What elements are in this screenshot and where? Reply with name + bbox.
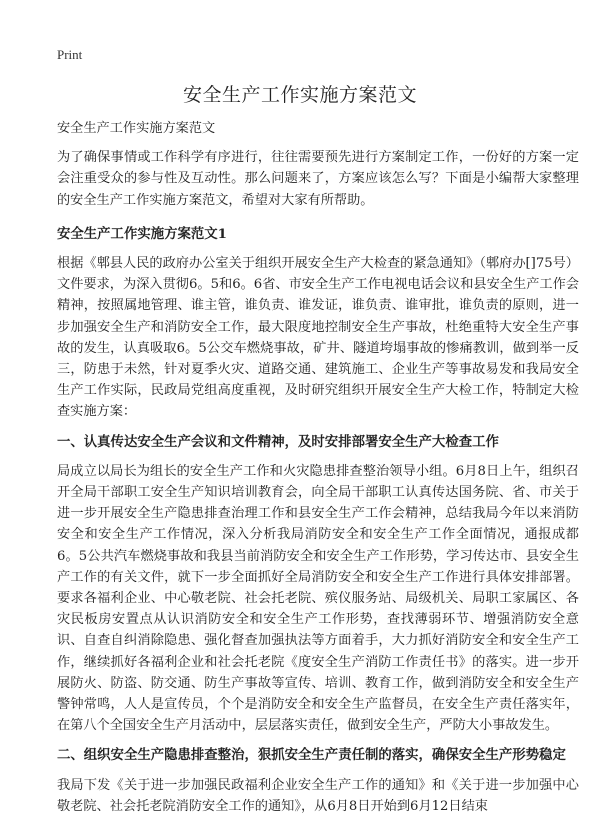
body-paragraph-3: 我局下发《关于进一步加强民政福利企业安全生产工作的通知》和《关于进一步加强中心敬老院、社会托老院消防安全工作的通知》，从6月8日开始到6月12日结束 [57, 777, 579, 814]
body-paragraph-2: 局成立以局长为组长的安全生产工作和火灾隐患排查整治领导小组。6月8日上午，组织召开全局干部职工安全生产知识培训教育会，向全局干部职工认真传达国务院、省、市关于进一步开展安全生产隐患排查治理工作和县安全生产工作会精神，总结我局今年以来消防安全和安全生产工作情况，深入分析我局消防安全和安全生产工作全面情况，通报成都6。5公共汽车燃烧事故和我县当前消防安全和安全生产工作形势，学习传达市、县安全生产工作的有关文件，就下一步全面抓好全局消防安全和安全生产工作进行具体安排部署。要求各福利企业、中心敬老院、社会托老院、殡仪服务站、局级机关、局职工家属区、各灾民板房安置点从认识消防安全和安全生产工作形势，查找薄弱环节、增强消防安全意识、自查自纠消除隐患、强化督查加强执法等方面着手，大力抓好消防安全和安全生产工作，继续抓好各福利企业和社会托老院《度安全生产消防工作责任书》的落实。进一步开展防火、防盗、防交通、防生产事故等宣传、培训、教育工作，做到消防安全和安全生产警钟常鸣，人人是宣传员，个个是消防安全和安全生产监督员，在安全生产责任落实年，在第八个全国安全生产月活动中，层层落实责任，做到安全生产，严防大小事故发生。 [57, 463, 579, 734]
heading-1: 一、认真传达安全生产会议和文件精神，及时安排部署安全生产大检查工作 [57, 433, 499, 450]
section-heading: 安全生产工作实施方案范文1 [57, 225, 228, 242]
print-link[interactable]: Print [57, 47, 83, 62]
document-subtitle: 安全生产工作实施方案范文 [57, 121, 216, 136]
document-body [57, 118, 579, 817]
body-paragraph-1: 根据《郫县人民的政府办公室关于组织开展安全生产大检查的紧急通知》（郫府办[]75号）文件要求，为深入贯彻6。5和6。6省、市安全生产工作电视电话会议和县安全生产工作会精神，按照属地管理、谁主管，谁负责、谁发证，谁负责、谁审批，谁负责的原则，进一步加强安全生产和消防安全工作，最大限度地控制安全生产事故，杜绝重特大安全生产事故的发生，认真吸取6。5公交车燃烧事故，矿井、隧道垮塌事故的惨痛教训，做到举一反三，防患于未然，针对夏季火灾、道路交通、建筑施工、企业生产等事故易发和我局安全生产工作实际，民政局党组高度重视，及时研究组织开展安全生产大检工作，特制定大检查实施方案： [57, 256, 579, 420]
heading-2: 二、组织安全生产隐患排查整治，狠抓安全生产责任制的落实，确保安全生产形势稳定 [57, 747, 566, 764]
document-title: 安全生产工作实施方案范文 [182, 84, 417, 106]
intro-paragraph: 为了确保事情或工作科学有序进行，往往需要预先进行方案制定工作，一份好的方案一定会注重受众的参与性及互动性。那么问题来了，方案应该怎么写？下面是小编帮大家整理的安全生产工作实施方案范文，希望对大家有所帮助。 [57, 150, 579, 208]
